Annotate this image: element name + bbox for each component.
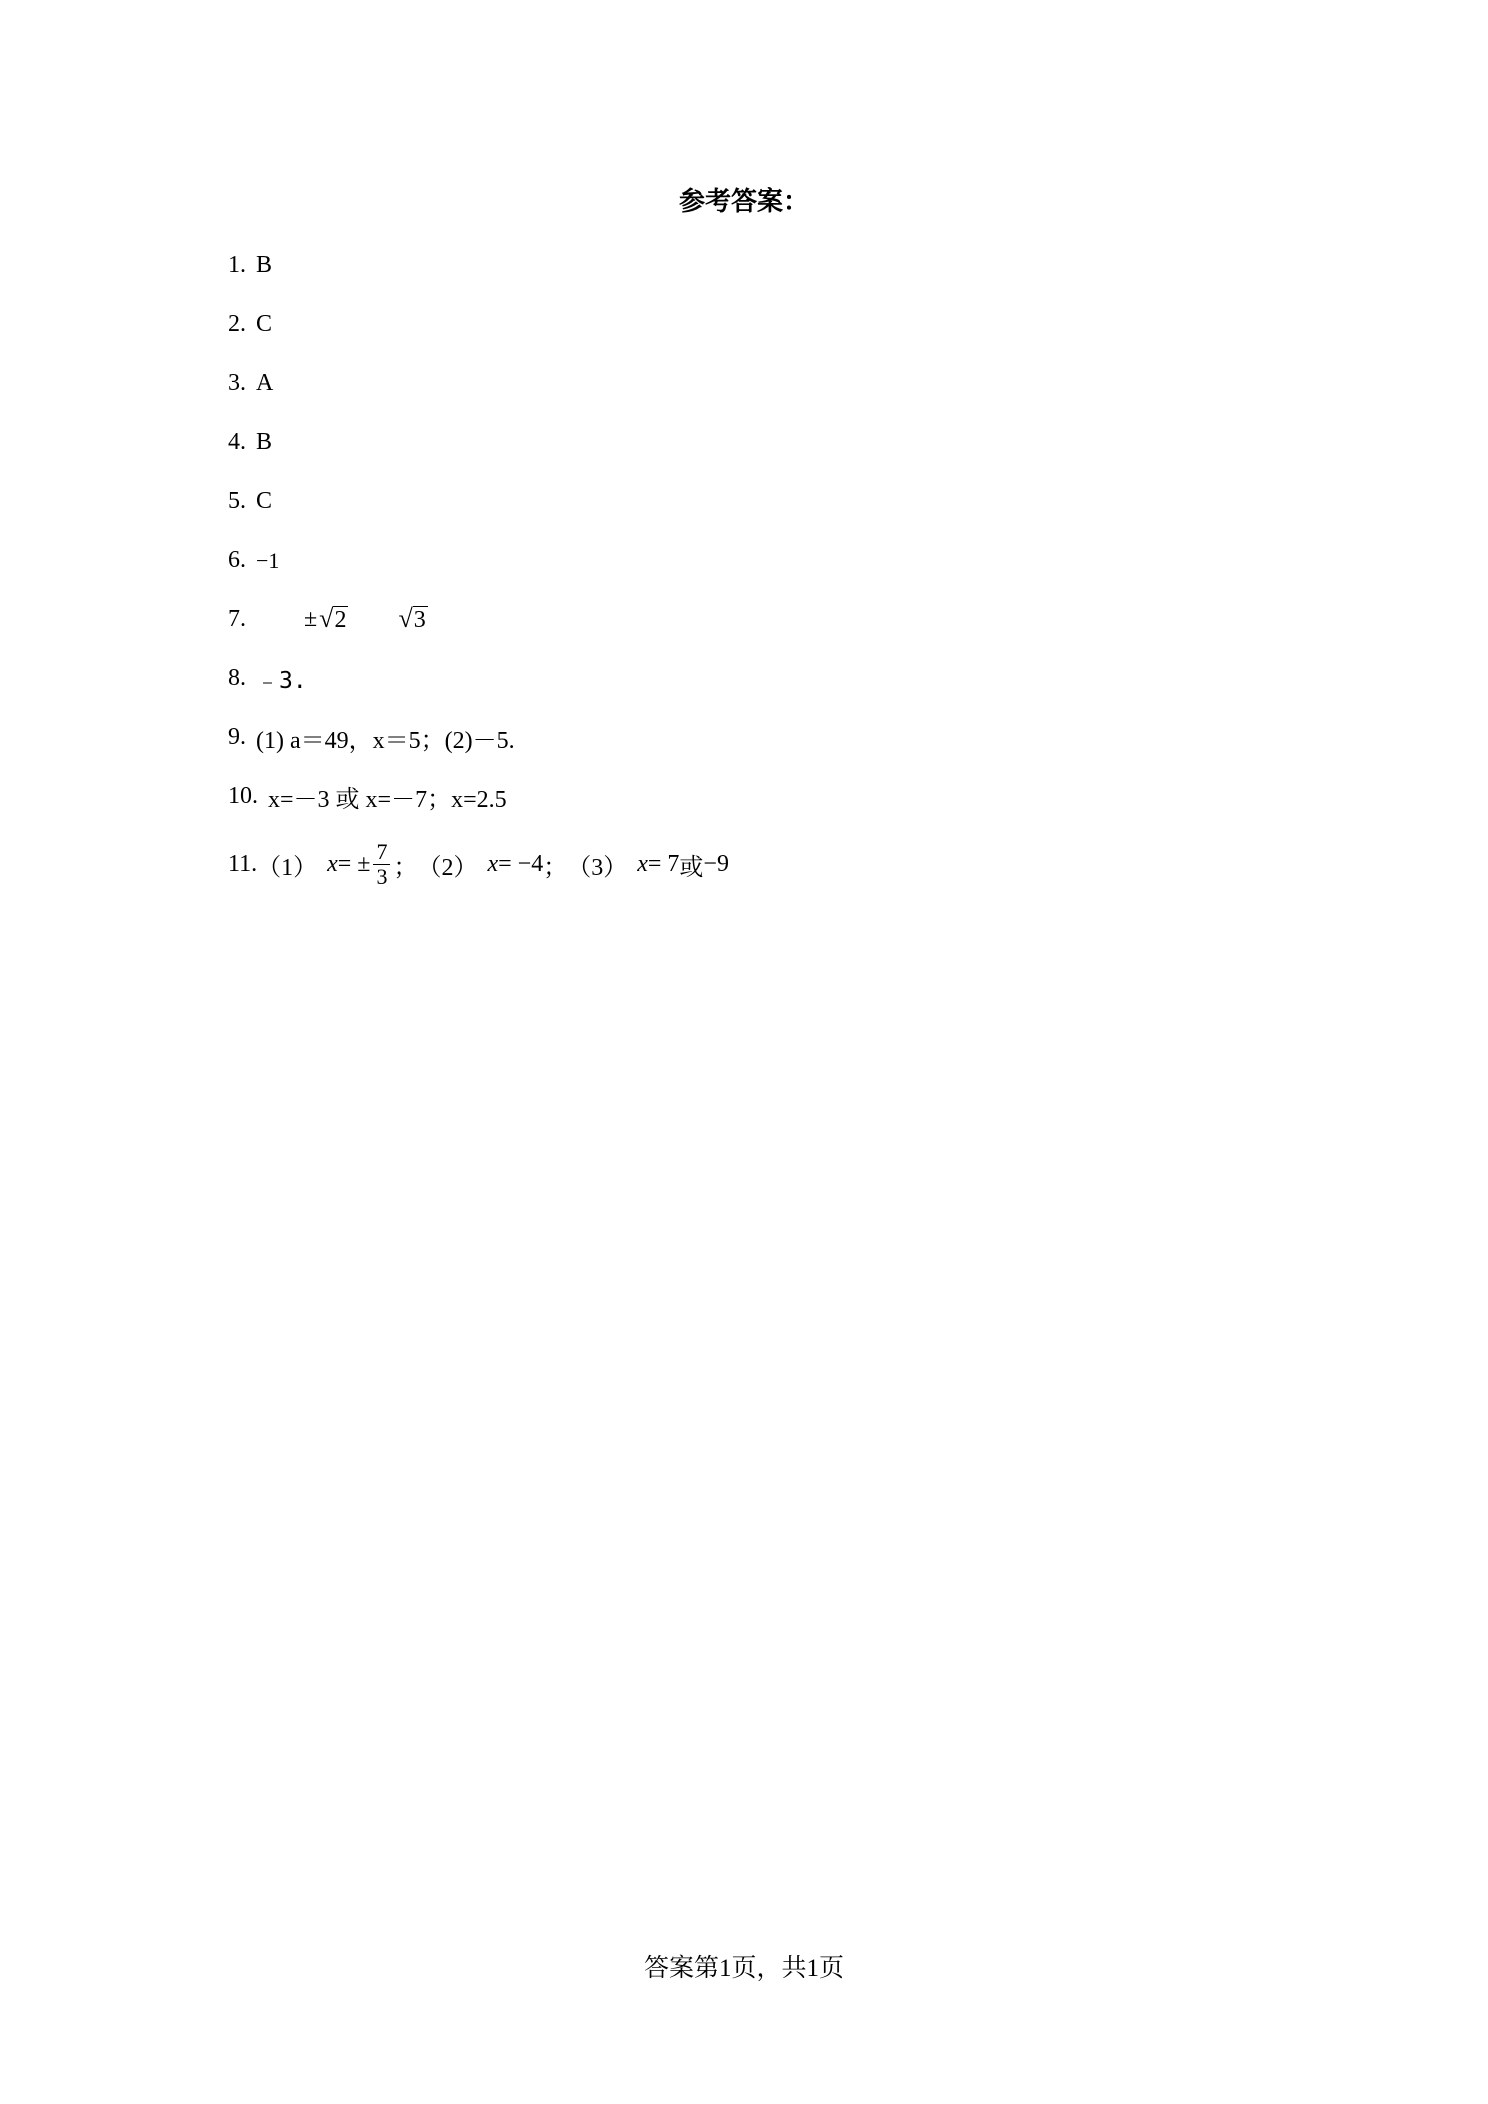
sqrt-expression: [398, 606, 427, 633]
item-number: 5: [228, 488, 240, 514]
item-number: 6: [228, 547, 240, 573]
page-footer: 答案第1页，共1页: [643, 1955, 844, 1982]
item-separator: .: [240, 429, 246, 455]
equation-text: = −4: [498, 850, 544, 877]
answer-text: B: [256, 252, 273, 278]
answer-text: ﹣3.: [256, 668, 307, 694]
item-number: 10: [228, 783, 252, 809]
answer-item-4: [228, 413, 1328, 472]
answer-item-5: [228, 472, 1328, 531]
radicand: 2: [334, 607, 347, 633]
item-separator: .: [240, 606, 246, 632]
answer-item-3: [228, 354, 1328, 413]
answer-text: A: [256, 370, 274, 396]
answer-text: −1: [256, 547, 280, 573]
fraction: [373, 840, 390, 889]
answer-text: C: [256, 488, 273, 514]
fraction-numerator: 7: [373, 840, 390, 865]
item-number: 1: [228, 252, 240, 278]
radical-sign: √: [319, 604, 334, 633]
answer-text: x=－3 或 x=－7；x=2.5: [268, 787, 507, 813]
semicolon: ；: [543, 854, 568, 881]
variable: x: [327, 850, 338, 877]
variable: x: [487, 850, 499, 877]
or-word: 或: [679, 854, 704, 881]
item-number: 8: [228, 665, 240, 691]
item-number: 7: [228, 606, 240, 632]
equation-text: = ±: [337, 850, 371, 877]
part-label: （2）: [417, 854, 478, 881]
part-label: （3）: [567, 854, 628, 881]
answer-item-2: [228, 295, 1328, 354]
item-number: 11: [228, 850, 252, 877]
answer-text: (1) a＝49，x＝5；(2)－5.: [256, 728, 515, 754]
item-separator: .: [252, 783, 258, 809]
item-separator: .: [240, 488, 246, 514]
answer-item-6: [228, 531, 1328, 590]
answer-item-11: [228, 828, 1328, 900]
answer-item-7: [228, 590, 1328, 649]
answer-list: [228, 236, 1328, 900]
semicolon: ；: [393, 854, 418, 881]
equation-text: −9: [703, 850, 729, 877]
item-separator: .: [240, 311, 246, 337]
item-separator: .: [240, 252, 246, 278]
plus-minus-sign: ±: [304, 606, 318, 632]
answer-item-10: [228, 767, 1328, 826]
item-separator: .: [240, 665, 246, 691]
radicand: 3: [413, 607, 426, 633]
item-number: 2: [228, 311, 240, 337]
fraction-denominator: 3: [376, 863, 388, 889]
item-number: 4: [228, 429, 240, 455]
variable: x: [637, 850, 648, 877]
answer-item-8: [228, 649, 1328, 708]
sqrt-expression: [319, 606, 348, 633]
equation-text: = 7: [647, 850, 680, 877]
radical-sign: √: [398, 604, 413, 633]
answer-item-9: [228, 708, 1328, 767]
item-number: 9: [228, 724, 240, 750]
answer-text: B: [256, 429, 273, 455]
item-separator: .: [240, 724, 246, 750]
page-title: 参考答案：: [678, 187, 809, 217]
answer-text: C: [256, 311, 273, 337]
item-separator: .: [240, 547, 246, 573]
part-label: （1）: [257, 854, 318, 881]
item-number: 3: [228, 370, 240, 396]
item-separator: .: [251, 850, 258, 877]
item-separator: .: [240, 370, 246, 396]
answer-item-1: [228, 236, 1328, 295]
